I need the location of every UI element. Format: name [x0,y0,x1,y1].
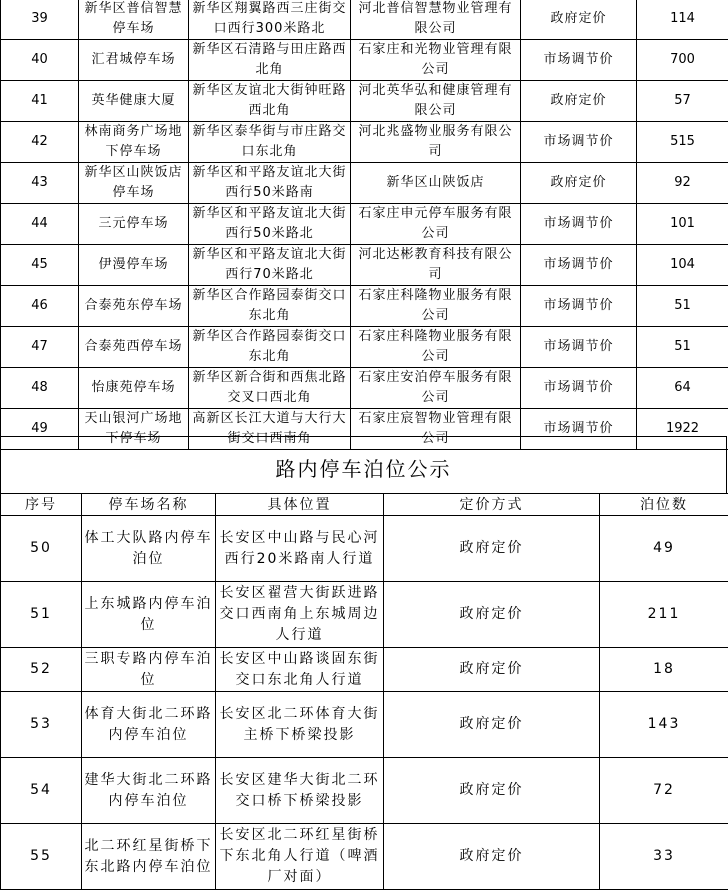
cell-spaces: 57 [637,81,728,122]
cell-spaces: 92 [637,163,728,204]
cell-no: 44 [1,204,79,245]
cell-location: 长安区翟营大街跃进路交口西南角上东城周边人行道 [216,582,384,648]
cell-pricing: 市场调节价 [521,409,637,450]
cell-name: 合泰苑西停车场 [79,327,189,368]
cell-operator: 石家庄科隆物业服务有限公司 [351,327,521,368]
cell-name: 林南商务广场地下停车场 [79,122,189,163]
cell-no: 40 [1,40,79,81]
cell-location: 新华区合作路园泰街交口东北角 [189,327,351,368]
cell-pricing: 政府定价 [384,582,600,648]
cell-operator: 河北普信智慧物业管理有限公司 [351,0,521,40]
cell-name: 三职专路内停车泊位 [82,648,216,692]
cell-spaces: 51 [637,286,728,327]
cell-location: 高新区长江大道与大行大街交口西南角 [189,409,351,450]
cell-no: 51 [1,582,82,648]
cell-name: 三元停车场 [79,204,189,245]
table-row [1,245,728,286]
header-row [1,494,728,516]
cell-location: 新华区友谊北大街钟旺路西北角 [189,81,351,122]
header-no: 序号 [1,494,82,516]
cell-location: 长安区中山路与民心河西行20米路南人行道 [216,516,384,582]
cell-pricing: 市场调节价 [521,40,637,81]
cell-spaces: 1922 [637,409,728,450]
header-pricing: 定价方式 [384,494,600,516]
cell-spaces: 49 [600,516,728,582]
cell-name: 上东城路内停车泊位 [82,582,216,648]
cell-name: 天山银河广场地下停车场 [79,409,189,450]
table-row [1,204,728,245]
cell-spaces: 211 [600,582,728,648]
cell-no: 54 [1,758,82,824]
cell-operator: 石家庄宸智物业管理有限公司 [351,409,521,450]
cell-location: 长安区中山路谈固东街交口东北角人行道 [216,648,384,692]
cell-pricing: 市场调节价 [521,286,637,327]
cell-pricing: 政府定价 [384,824,600,890]
cell-pricing: 市场调节价 [521,368,637,409]
header-location: 具体位置 [216,494,384,516]
cell-pricing: 政府定价 [521,0,637,40]
cell-name: 新华区普信智慧停车场 [79,0,189,40]
cell-spaces: 515 [637,122,728,163]
on-street-parking-table [0,493,728,890]
cell-name: 体工大队路内停车泊位 [82,516,216,582]
table-row [1,81,728,122]
cell-spaces: 64 [637,368,728,409]
table-row [1,286,728,327]
section-title-box [0,436,727,493]
cell-spaces: 101 [637,204,728,245]
cell-spaces: 51 [637,327,728,368]
table-row [1,516,728,582]
table-row [1,327,728,368]
cell-operator: 河北兆盛物业服务有限公司 [351,122,521,163]
cell-no: 43 [1,163,79,204]
header-name: 停车场名称 [82,494,216,516]
cell-name: 怡康苑停车场 [79,368,189,409]
cell-location: 新华区和平路友谊北大街西行50米路南 [189,163,351,204]
table-row [1,692,728,758]
table-row [1,648,728,692]
cell-location: 新华区和平路友谊北大街西行70米路北 [189,245,351,286]
cell-name: 英华健康大厦 [79,81,189,122]
cell-location: 长安区北二环体育大街主桥下桥梁投影 [216,692,384,758]
cell-no: 50 [1,516,82,582]
cell-location: 新华区合作路园泰街交口东北角 [189,286,351,327]
cell-no: 55 [1,824,82,890]
cell-operator: 石家庄和光物业管理有限公司 [351,40,521,81]
cell-operator: 石家庄科隆物业服务有限公司 [351,286,521,327]
cell-pricing: 市场调节价 [521,122,637,163]
cell-name: 汇君城停车场 [79,40,189,81]
cell-name: 伊漫停车场 [79,245,189,286]
table-row [1,824,728,890]
section-title: 路内停车泊位公示 [275,457,452,481]
cell-spaces: 18 [600,648,728,692]
table-row [1,758,728,824]
cell-operator: 河北达彬教育科技有限公司 [351,245,521,286]
cell-no: 47 [1,327,79,368]
cell-no: 45 [1,245,79,286]
cell-pricing: 政府定价 [384,648,600,692]
cell-spaces: 33 [600,824,728,890]
cell-location: 长安区北二环红星街桥下东北角人行道（啤酒厂对面） [216,824,384,890]
cell-location: 新华区泰华街与市庄路交口东北角 [189,122,351,163]
cell-operator: 石家庄申元停车服务有限公司 [351,204,521,245]
cell-no: 52 [1,648,82,692]
cell-operator: 河北英华弘和健康管理有限公司 [351,81,521,122]
cell-location: 新华区翔翼路西三庄街交口西行300米路北 [189,0,351,40]
cell-spaces: 104 [637,245,728,286]
cell-name: 合泰苑东停车场 [79,286,189,327]
table-row [1,0,728,40]
table-row [1,368,728,409]
cell-name: 北二环红星街桥下东北路内停车泊位 [82,824,216,890]
cell-pricing: 政府定价 [384,692,600,758]
cell-operator: 石家庄安泊停车服务有限公司 [351,368,521,409]
cell-no: 46 [1,286,79,327]
cell-spaces: 700 [637,40,728,81]
cell-no: 49 [1,409,79,450]
cell-operator: 新华区山陕饭店 [351,163,521,204]
cell-location: 长安区建华大街北二环交口桥下桥梁投影 [216,758,384,824]
cell-spaces: 143 [600,692,728,758]
cell-pricing: 市场调节价 [521,245,637,286]
cell-no: 42 [1,122,79,163]
cell-location: 新华区新合街和西焦北路交叉口西北角 [189,368,351,409]
header-spaces: 泊位数 [600,494,728,516]
cell-name: 体育大街北二环路内停车泊位 [82,692,216,758]
cell-spaces: 114 [637,0,728,40]
cell-no: 48 [1,368,79,409]
cell-pricing: 市场调节价 [521,204,637,245]
table-row [1,582,728,648]
cell-no: 41 [1,81,79,122]
cell-name: 新华区山陕饭店停车场 [79,163,189,204]
cell-no: 53 [1,692,82,758]
table-row [1,163,728,204]
cell-no: 39 [1,0,79,40]
cell-location: 新华区和平路友谊北大街西行50米路北 [189,204,351,245]
cell-pricing: 市场调节价 [521,327,637,368]
cell-location: 新华区石清路与田庄路西北角 [189,40,351,81]
table-row [1,122,728,163]
cell-pricing: 政府定价 [521,81,637,122]
cell-spaces: 72 [600,758,728,824]
table-row [1,40,728,81]
cell-name: 建华大街北二环路内停车泊位 [82,758,216,824]
cell-pricing: 政府定价 [521,163,637,204]
cell-pricing: 政府定价 [384,758,600,824]
cell-pricing: 政府定价 [384,516,600,582]
